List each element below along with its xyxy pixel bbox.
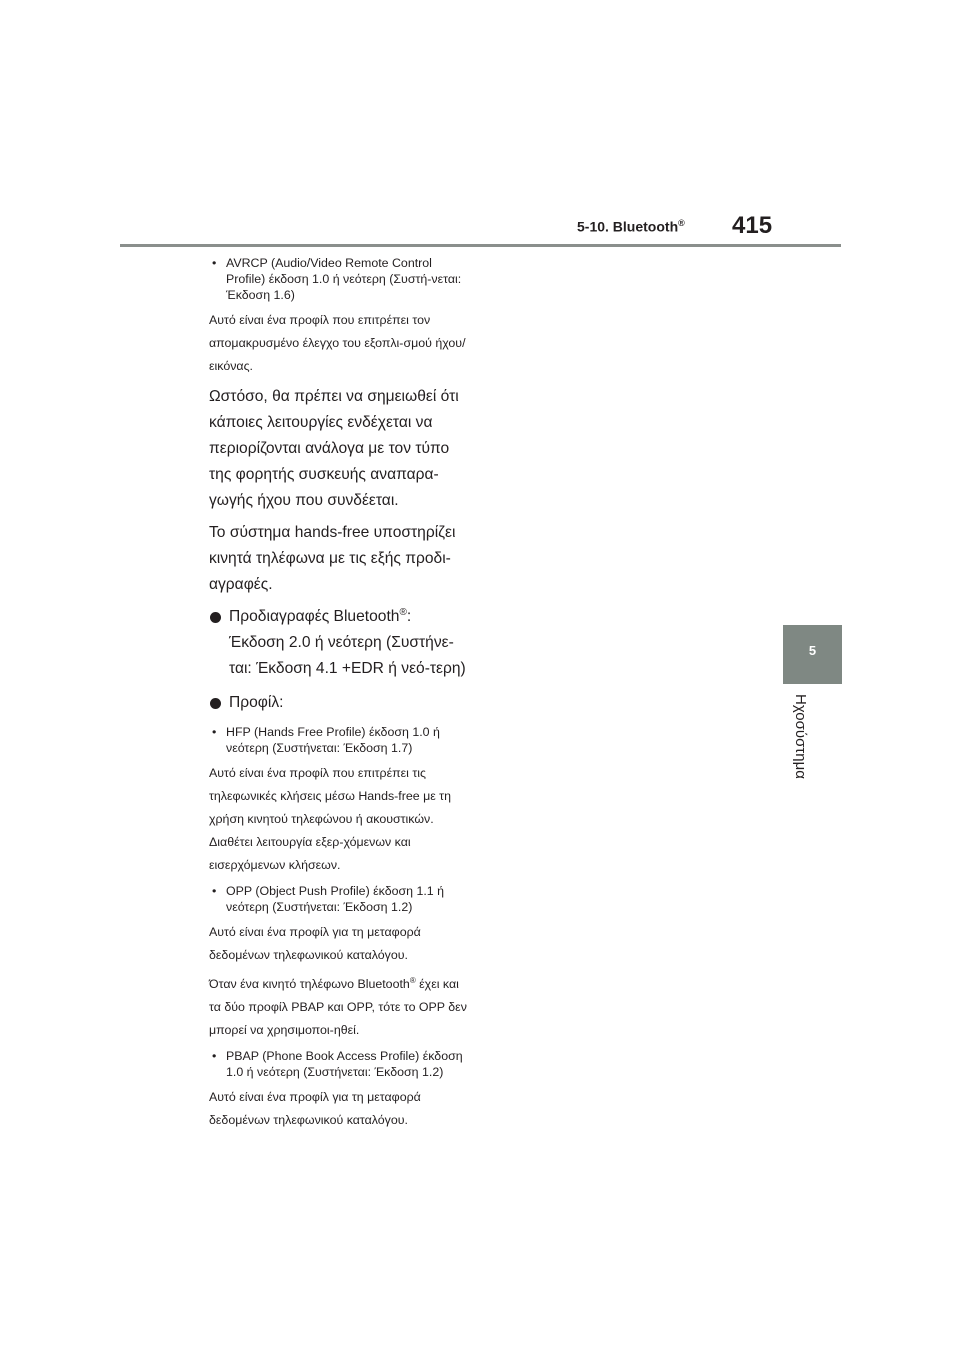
- header-rule: [120, 244, 841, 247]
- page-content: [209, 255, 467, 1138]
- page-number: 415: [732, 212, 773, 239]
- bullet-dot-icon: [210, 698, 221, 709]
- paragraph-avrcp-desc: Αυτό είναι ένα προφίλ που επιτρέπει τον απομακρυσμένο έλεγχο του εξοπλι-σμού ήχου/εικόνας.: [209, 313, 466, 373]
- bullet-profiles: Προφίλ:: [209, 690, 467, 716]
- paragraph-handsfree: Το σύστημα hands-free υποστηρίζει κινητά τηλέφωνα με τις εξής προδι-αγραφές.: [209, 524, 456, 593]
- bullet-hfp: • HFP (Hands Free Profile) έκδοση 1.0 ή νεότερη (Συστήνεται: Έκδοση 1.7): [212, 725, 440, 755]
- paragraph-pbap-opp-note: Όταν ένα κινητό τηλέφωνο Bluetooth® έχει και τα δύο προφίλ PBAP και OPP, τότε το OPP δεν μπορεί να χρησιμοποι-ηθεί.: [209, 975, 467, 1037]
- paragraph-hfp-desc: Αυτό είναι ένα προφίλ που επιτρέπει τις τηλεφωνικές κλήσεις μέσω Hands-free με τη χρήση κινητού τηλεφώνου ή ακουστικών. Διαθέτει λειτουργία εξερ-χόμενων και εισερχόμενων κλήσεων.: [209, 766, 451, 872]
- chapter-label: Ηχοσύστημα: [792, 694, 809, 779]
- bullet-dot-icon: [210, 612, 221, 623]
- bullet-bluetooth-spec: Προδιαγραφές Bluetooth®: Έκδοση 2.0 ή νεότερη (Συστήνε-ται: Έκδοση 4.1 +EDR ή νεό-τερη): [209, 604, 467, 682]
- chapter-tab: [783, 625, 842, 684]
- bullet-avrcp: • AVRCP (Audio/Video Remote Control Profile) έκδοση 1.0 ή νεότερη (Συστή-νεται: Έκδοση 1.6): [212, 256, 462, 302]
- section-title: 5-10. Bluetooth®: [577, 218, 685, 235]
- chapter-number: 5: [808, 643, 817, 658]
- paragraph-note: Ωστόσο, θα πρέπει να σημειωθεί ότι κάποιες λειτουργίες ενδέχεται να περιορίζονται ανάλογα με τον τύπο της φορητής συσκευής αναπαρα-γωγής ήχου που συνδέεται.: [209, 388, 459, 509]
- paragraph-pbap-desc: Αυτό είναι ένα προφίλ για τη μεταφορά δεδομένων τηλεφωνικού καταλόγου.: [209, 1090, 421, 1127]
- bullet-opp: • OPP (Object Push Profile) έκδοση 1.1 ή νεότερη (Συστήνεται: Έκδοση 1.2): [212, 884, 445, 914]
- bullet-pbap: • PBAP (Phone Book Access Profile) έκδοση 1.0 ή νεότερη (Συστήνεται: Έκδοση 1.2): [212, 1049, 463, 1079]
- paragraph-opp-desc: Αυτό είναι ένα προφίλ για τη μεταφορά δεδομένων τηλεφωνικού καταλόγου.: [209, 925, 421, 962]
